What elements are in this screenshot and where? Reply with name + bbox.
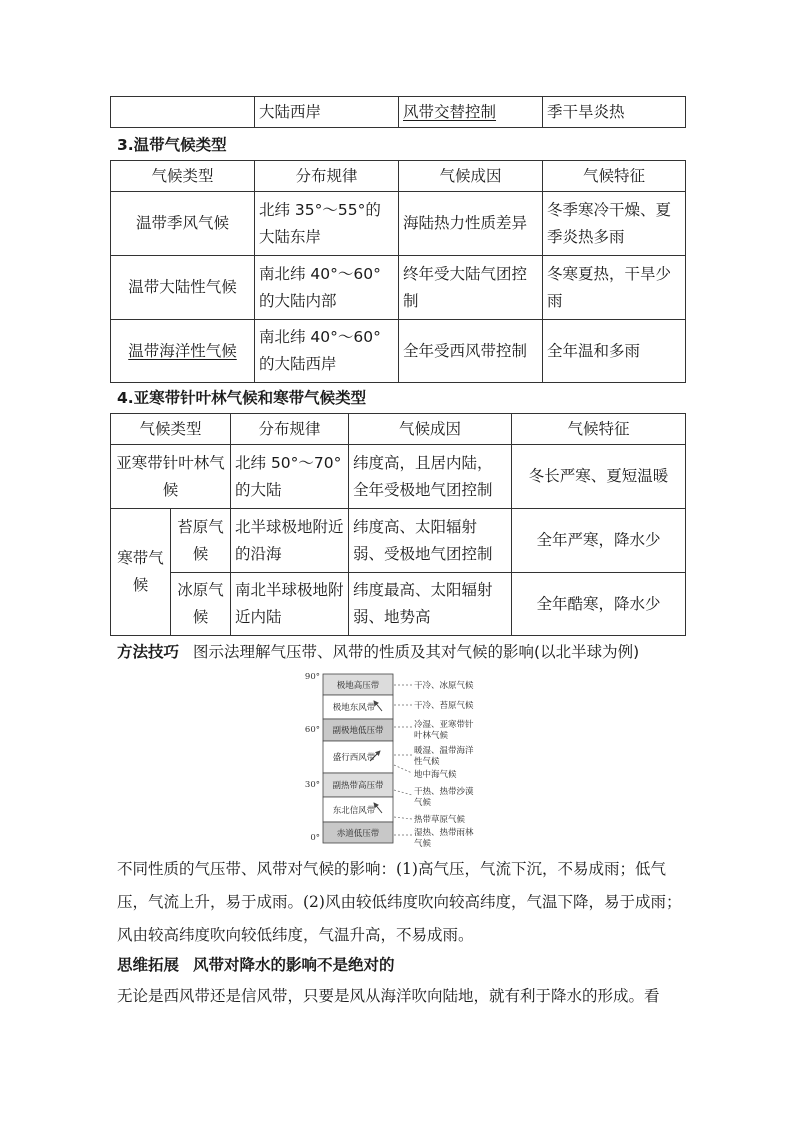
table-row — [111, 573, 686, 636]
table-cell: 北半球极地附近的沿海 — [231, 509, 349, 573]
latitude-label: 30° — [304, 780, 320, 790]
pointer-line — [394, 765, 412, 773]
thinking-title: 风带对降水的影响不是绝对的 — [193, 956, 395, 974]
belt-label: 极地东风带 — [332, 703, 376, 713]
table-header-row — [111, 414, 686, 445]
column-header: 气候成因 — [349, 414, 512, 445]
climate-note: 干冷、苔原气候 — [414, 701, 474, 711]
table-row — [111, 192, 686, 256]
climate-note: 热带草原气候 — [414, 815, 466, 825]
climate-note: 暖湿、温带海洋性气候 — [414, 746, 474, 767]
method-title: 图示法理解气压带、风带的性质及其对气候的影响(以北半球为例) — [193, 643, 640, 661]
table-cell: 全年受西风带控制 — [399, 320, 543, 383]
column-header: 气候类型 — [111, 161, 255, 192]
table-cell: 温带大陆性气候 — [111, 256, 255, 320]
table-row — [111, 509, 686, 573]
table-row — [111, 256, 686, 320]
latitude-label: 60° — [304, 725, 320, 735]
column-header: 气候特征 — [543, 161, 686, 192]
method-heading — [117, 640, 639, 662]
table-cell — [111, 97, 255, 128]
table-cell: 纬度高、太阳辐射弱、受极地气团控制 — [349, 509, 512, 573]
table-cell: 北纬 35°～55°的大陆东岸 — [255, 192, 399, 256]
pointer-line — [394, 790, 412, 795]
table-row — [111, 97, 686, 128]
climate-note: 湿热、热带雨林气候 — [414, 828, 474, 849]
table-cell: 冬寒夏热，干旱少雨 — [543, 256, 686, 320]
table-row — [111, 320, 686, 383]
table-cell: 全年酷寒，降水少 — [512, 573, 686, 636]
table-cell: 季干旱炎热 — [543, 97, 686, 128]
table-cell: 风带交替控制 — [399, 97, 543, 128]
latitude-label: 0° — [310, 833, 320, 843]
climate-note: 干热、热带沙漠气候 — [414, 787, 474, 808]
table-cell: 温带海洋性气候 — [111, 320, 255, 383]
table-cell: 纬度高，且居内陆，全年受极地气团控制 — [349, 445, 512, 509]
column-header: 分布规律 — [255, 161, 399, 192]
pointer-line — [394, 817, 412, 819]
table-cell: 全年严寒，降水少 — [512, 509, 686, 573]
belt-label: 东北信风带 — [332, 806, 376, 816]
table-cell: 北纬 50°～70°的大陆 — [231, 445, 349, 509]
section-title: 3.温带气候类型 — [117, 136, 227, 154]
table-cell: 南北半球极地附近内陆 — [231, 573, 349, 636]
table-cell: 全年温和多雨 — [543, 320, 686, 383]
belt-label: 极地高压带 — [336, 681, 380, 691]
table-cell: 温带季风气候 — [111, 192, 255, 256]
column-header: 气候特征 — [512, 414, 686, 445]
table-cell: 冬长严寒、夏短温暖 — [512, 445, 686, 509]
climate-note: 干冷、冰原气候 — [414, 681, 474, 691]
table-cell: 苔原气候 — [171, 509, 231, 573]
belt-label: 副极地低压带 — [332, 726, 384, 736]
table-cell: 南北纬 40°～60°的大陆内部 — [255, 256, 399, 320]
latitude-label: 90° — [304, 672, 320, 682]
table-cell: 南北纬 40°～60°的大陆西岸 — [255, 320, 399, 383]
column-header: 分布规律 — [231, 414, 349, 445]
table-cell: 冬季寒冷干燥、夏季炎热多雨 — [543, 192, 686, 256]
table-header-row — [111, 161, 686, 192]
paragraph: 无论是西风带还是信风带，只要是风从海洋吹向陆地，就有利于降水的形成。看 — [117, 987, 660, 1005]
section-title: 4.亚寒带针叶林气候和寒带气候类型 — [117, 389, 367, 407]
method-label: 方法技巧 — [117, 643, 180, 661]
paragraph: 不同性质的气压带、风带对气候的影响：(1)高气压，气流下沉，不易成雨；低气压，气流上升，易于成雨。(2)风由较低纬度吹向较高纬度，气温下降，易于成雨；风由较高纬度吹向较低纬度，气温升高，不易成雨。 — [117, 860, 682, 944]
pressure-wind-belt-diagram — [0, 665, 794, 865]
table-cell: 纬度最高、太阳辐射弱、地势高 — [349, 573, 512, 636]
thinking-heading — [117, 953, 395, 975]
table-cell: 海陆热力性质差异 — [399, 192, 543, 256]
subarctic-polar-climate-table — [110, 413, 686, 636]
belt-label: 副热带高压带 — [332, 781, 384, 791]
table-cell: 亚寒带针叶林气候 — [111, 445, 231, 509]
table-cell: 冰原气候 — [171, 573, 231, 636]
climate-note: 冷湿、亚寒带针叶林气候 — [414, 720, 474, 741]
column-header: 气候类型 — [111, 414, 231, 445]
top-table — [110, 96, 686, 128]
column-header: 气候成因 — [399, 161, 543, 192]
temperate-climate-table — [110, 160, 686, 383]
table-cell: 寒带气候 — [111, 509, 171, 636]
climate-note: 地中海气候 — [414, 770, 457, 780]
thinking-label: 思维拓展 — [117, 956, 180, 974]
belt-label: 赤道低压带 — [336, 829, 380, 839]
table-cell: 大陆西岸 — [255, 97, 399, 128]
table-row — [111, 445, 686, 509]
belt-label: 盛行西风带 — [332, 753, 376, 763]
table-cell: 终年受大陆气团控制 — [399, 256, 543, 320]
